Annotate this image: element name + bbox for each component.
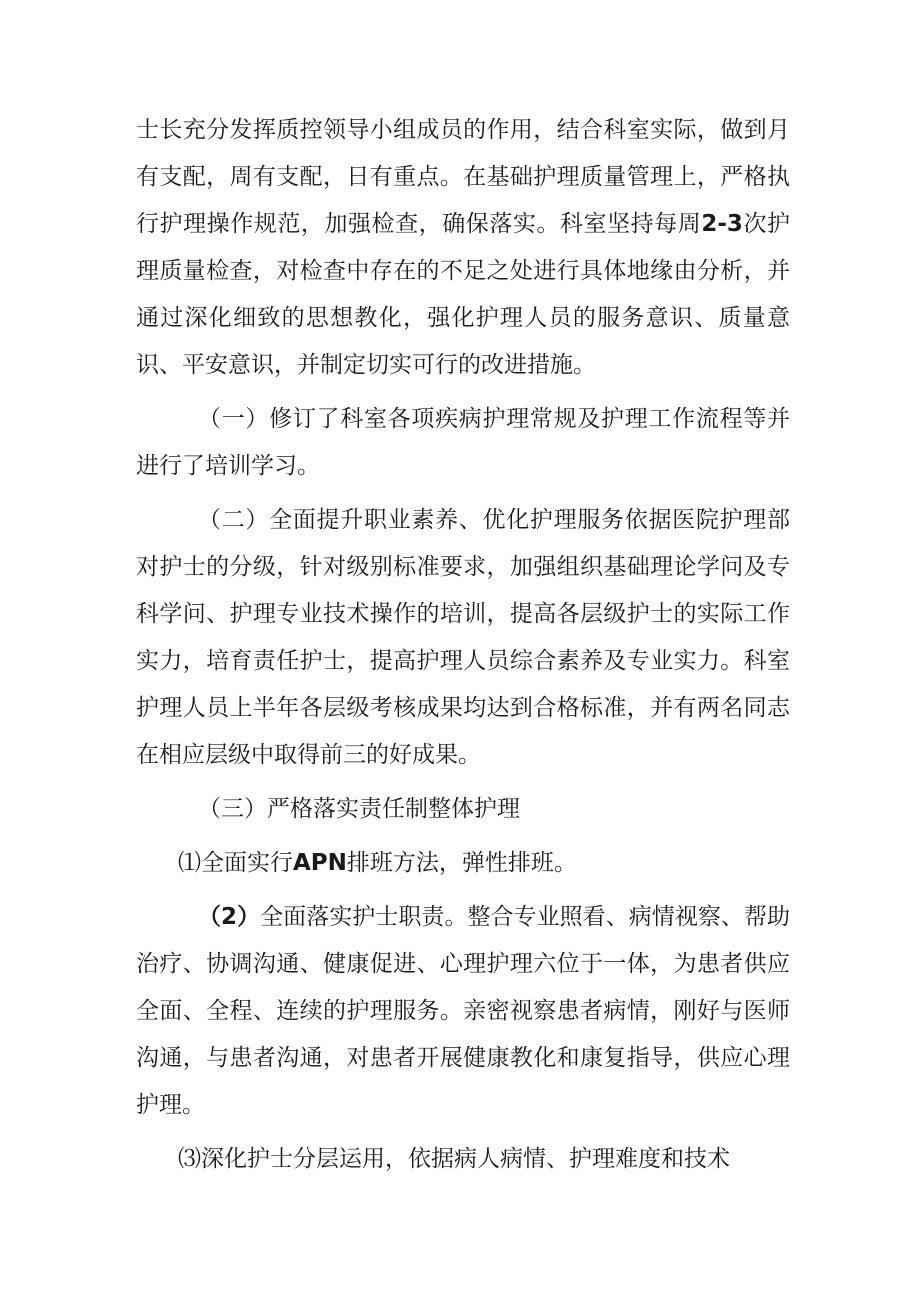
paragraph-item-2 xyxy=(136,894,790,1129)
text-segment: ⑶深化护士分层运用，依据病人病情、护理难度和技术 xyxy=(178,1146,730,1172)
text-segment-bold: APN xyxy=(293,850,347,876)
paragraph-section-3-heading xyxy=(136,786,790,833)
text-segment: 排班方法，弹性排班。 xyxy=(346,850,577,876)
text-segment: 全面落实护士职责。整合专业照看、病情视察、帮助治疗、协调沟通、健康促进、心理护理六位于一体，为患者供应全面、全程、连续的护理服务。亲密视察患者病情，刚好与医师沟通，与患者沟通，对患者开展健康教化和康复指导，供应心理护理。 xyxy=(136,904,790,1118)
document-body xyxy=(136,107,790,1190)
text-segment: （二）全面提升职业素养、优化护理服务依据医院护理部对护士的分级，针对级别标准要求，加强组织基础理论学问及专科学问、护理专业技术操作的培训，提高各层级护士的实际工作实力，培育责任护士，提高护理人员综合素养及专业实力。科室护理人员上半年各层级考核成果均达到合格标准，并有两名同志在相应层级中取得前三的好成果。 xyxy=(136,507,790,768)
text-segment-bold: （2） xyxy=(198,904,261,930)
paragraph-item-1 xyxy=(136,840,790,887)
paragraph-item-3 xyxy=(136,1136,790,1183)
text-segment: （一）修订了科室各项疾病护理常规及护理工作流程等并进行了培训学习。 xyxy=(136,406,790,479)
text-segment: （三）严格落实责任制整体护理 xyxy=(198,796,520,822)
paragraph-section-1 xyxy=(136,396,790,490)
paragraph-quality-control xyxy=(136,107,790,389)
text-segment-bold: 2-3 xyxy=(701,211,743,237)
text-segment: 士长充分发挥质控领导小组成员的作用，结合科室实际，做到月有支配，周有支配，日有重点。在基础护理质量管理上，严格执行护理操作规范，加强检查，确保落实。科室坚持每周 xyxy=(136,117,790,237)
text-segment: 次护理质量检查，对检查中存在的不足之处进行具体地缘由分析，并通过深化细致的思想教化，强化护理人员的服务意识、质量意识、平安意识，并制定切实可行的改进措施。 xyxy=(136,211,791,378)
text-segment: ⑴全面实行 xyxy=(178,850,293,876)
paragraph-section-2 xyxy=(136,497,790,779)
